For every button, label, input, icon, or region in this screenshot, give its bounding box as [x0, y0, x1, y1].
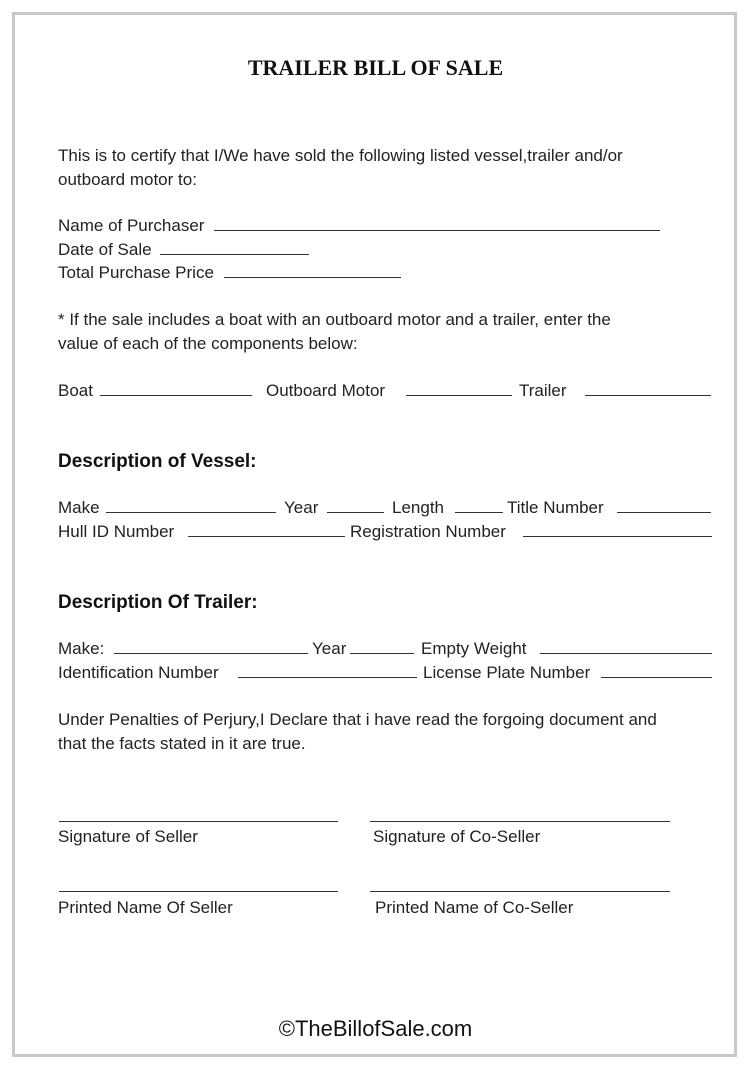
vessel-make-field[interactable] — [106, 512, 276, 513]
total-price-label: Total Purchase Price — [58, 263, 214, 282]
date-of-sale-field[interactable] — [160, 254, 309, 255]
license-plate-field[interactable] — [601, 677, 712, 678]
co-seller-printed-name-line[interactable] — [370, 891, 670, 892]
vessel-title-number-field[interactable] — [617, 512, 711, 513]
date-of-sale-label: Date of Sale — [58, 240, 152, 259]
trailer-year-field[interactable] — [350, 653, 414, 654]
footer-copyright: ©TheBillofSale.com — [278, 1016, 473, 1041]
hull-id-label: Hull ID Number — [58, 522, 175, 541]
identification-number-label: Identification Number — [58, 663, 219, 682]
outboard-motor-label: Outboard Motor — [266, 381, 386, 400]
declaration-line-2: that the facts stated in it are true. — [58, 734, 306, 753]
registration-number-field[interactable] — [523, 536, 712, 537]
seller-signature-line[interactable] — [59, 821, 338, 822]
intro-line-2: outboard motor to: — [58, 170, 197, 189]
trailer-heading: Description Of Trailer: — [58, 592, 258, 613]
trailer-year-label: Year — [312, 639, 347, 658]
license-plate-label: License Plate Number — [423, 663, 591, 682]
vessel-make-label: Make — [58, 498, 100, 517]
document-title: TRAILER BILL OF SALE — [247, 55, 504, 80]
vessel-year-field[interactable] — [327, 512, 384, 513]
total-price-field[interactable] — [224, 277, 401, 278]
components-note-line-1: * If the sale includes a boat with an outboard motor and a trailer, enter the — [58, 310, 611, 329]
vessel-year-label: Year — [284, 498, 319, 517]
seller-signature-label: Signature of Seller — [58, 827, 198, 846]
boat-label: Boat — [58, 381, 93, 400]
seller-printed-name-line[interactable] — [59, 891, 338, 892]
seller-printed-name-label: Printed Name Of Seller — [58, 898, 233, 917]
co-seller-signature-line[interactable] — [370, 821, 670, 822]
vessel-heading: Description of Vessel: — [58, 451, 257, 472]
registration-number-label: Registration Number — [350, 522, 506, 541]
vessel-title-number-label: Title Number — [507, 498, 604, 517]
vessel-length-field[interactable] — [455, 512, 503, 513]
empty-weight-label: Empty Weight — [421, 639, 527, 658]
intro-line-1: This is to certify that I/We have sold the following listed vessel,trailer and/or — [58, 146, 623, 165]
co-seller-printed-name-label: Printed Name of Co-Seller — [375, 898, 574, 917]
trailer-value-label: Trailer — [519, 381, 567, 400]
purchaser-name-field[interactable] — [214, 230, 660, 231]
trailer-make-label: Make: — [58, 639, 105, 658]
purchaser-name-label: Name of Purchaser — [58, 216, 205, 235]
hull-id-field[interactable] — [188, 536, 345, 537]
trailer-make-field[interactable] — [114, 653, 308, 654]
identification-number-field[interactable] — [238, 677, 417, 678]
boat-value-field[interactable] — [100, 395, 252, 396]
vessel-length-label: Length — [392, 498, 444, 517]
empty-weight-field[interactable] — [540, 653, 712, 654]
outboard-motor-value-field[interactable] — [406, 395, 512, 396]
trailer-value-field[interactable] — [585, 395, 711, 396]
co-seller-signature-label: Signature of Co-Seller — [373, 827, 541, 846]
components-note-line-2: value of each of the components below: — [58, 334, 358, 353]
declaration-line-1: Under Penalties of Perjury,I Declare that i have read the forgoing document and — [58, 710, 657, 729]
